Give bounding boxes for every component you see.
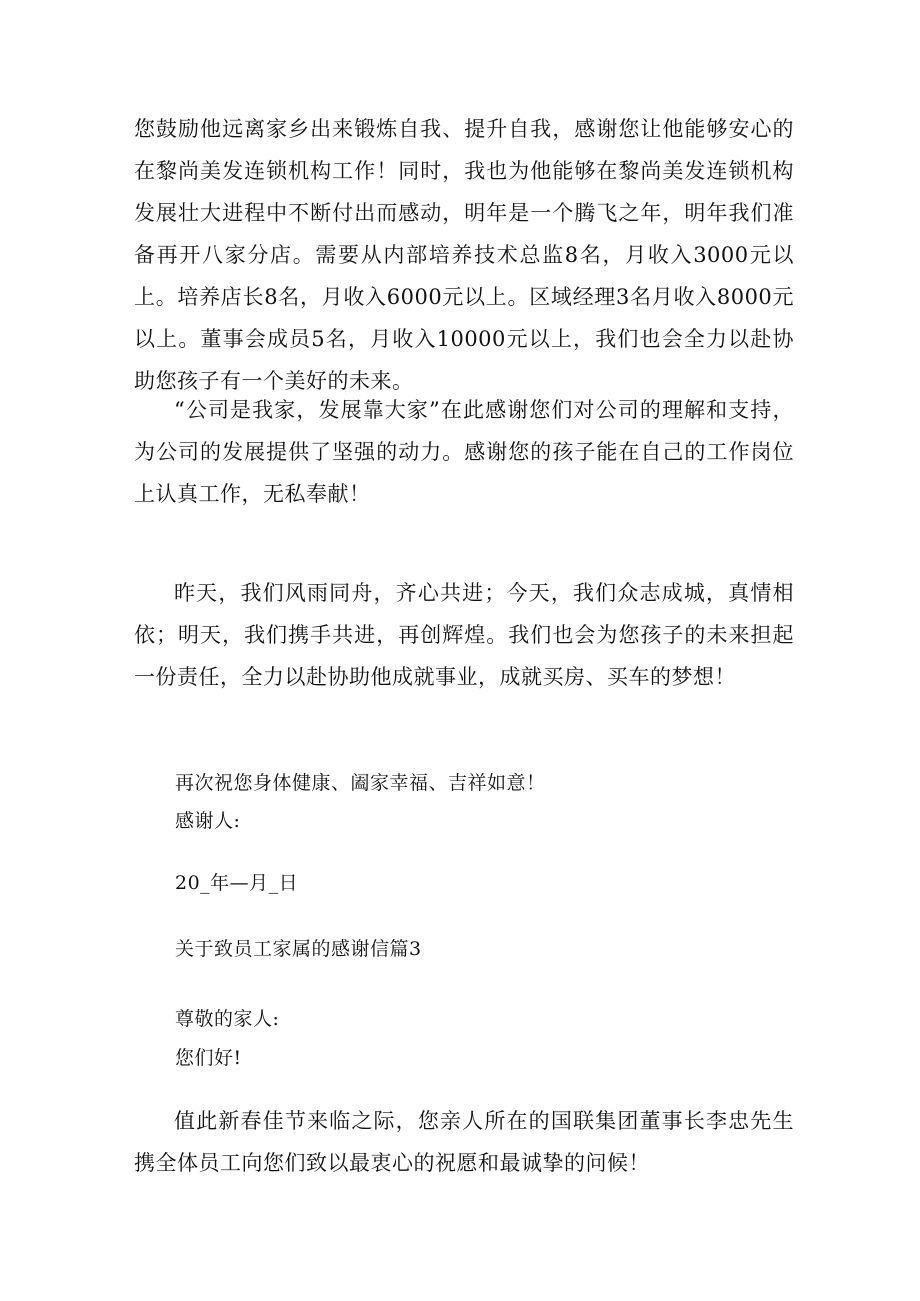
date-line: 20_年—月_日 bbox=[175, 872, 299, 894]
signature-label: 感谢人: bbox=[175, 810, 241, 832]
paragraph-company-family: “公司是我家，发展靠大家”在此感谢您们对公司的理解和支持，为公司的发展提供了坚强的动力。感谢您的孩子能在自己的工作岗位上认真工作，无私奉献！ bbox=[134, 398, 794, 506]
paragraph-new-year-greeting: 值此新春佳节来临之际，您亲人所在的国联集团董事长李忠先生携全体员工向您们致以最衷心的祝愿和最诚挚的问候！ bbox=[134, 1109, 794, 1175]
wish-line: 再次祝您身体健康、阖家幸福、吉祥如意！ bbox=[175, 772, 546, 794]
paragraph-expansion-plan: 您鼓励他远离家乡出来锻炼自我、提升自我，感谢您让他能够安心的在黎尚美发连锁机构工作！同时，我也为他能够在黎尚美发连锁机构发展壮大进程中不断付出而感动，明年是一个腾飞之年，明年我们准备再开八家分店。需要从内部培养技术总监8名，月收入3000元以上。培养店长8名，月收入6000元以上。区域经理3名月收入8000元以上。董事会成员5名，月收入10000元以上，我们也会全力以赴协助您孩子有一个美好的未来。 bbox=[134, 117, 794, 393]
paragraph-yesterday-today: 昨天，我们风雨同舟，齐心共进；今天，我们众志成城，真情相依；明天，我们携手共进，再创辉煌。我们也会为您孩子的未来担起一份责任，全力以赴协助他成就事业，成就买房、买车的梦想！ bbox=[134, 581, 794, 689]
salutation: 尊敬的家人: bbox=[175, 1008, 280, 1030]
greeting: 您们好! bbox=[175, 1047, 242, 1069]
section-title: 关于致员工家属的感谢信篇3 bbox=[175, 938, 422, 960]
